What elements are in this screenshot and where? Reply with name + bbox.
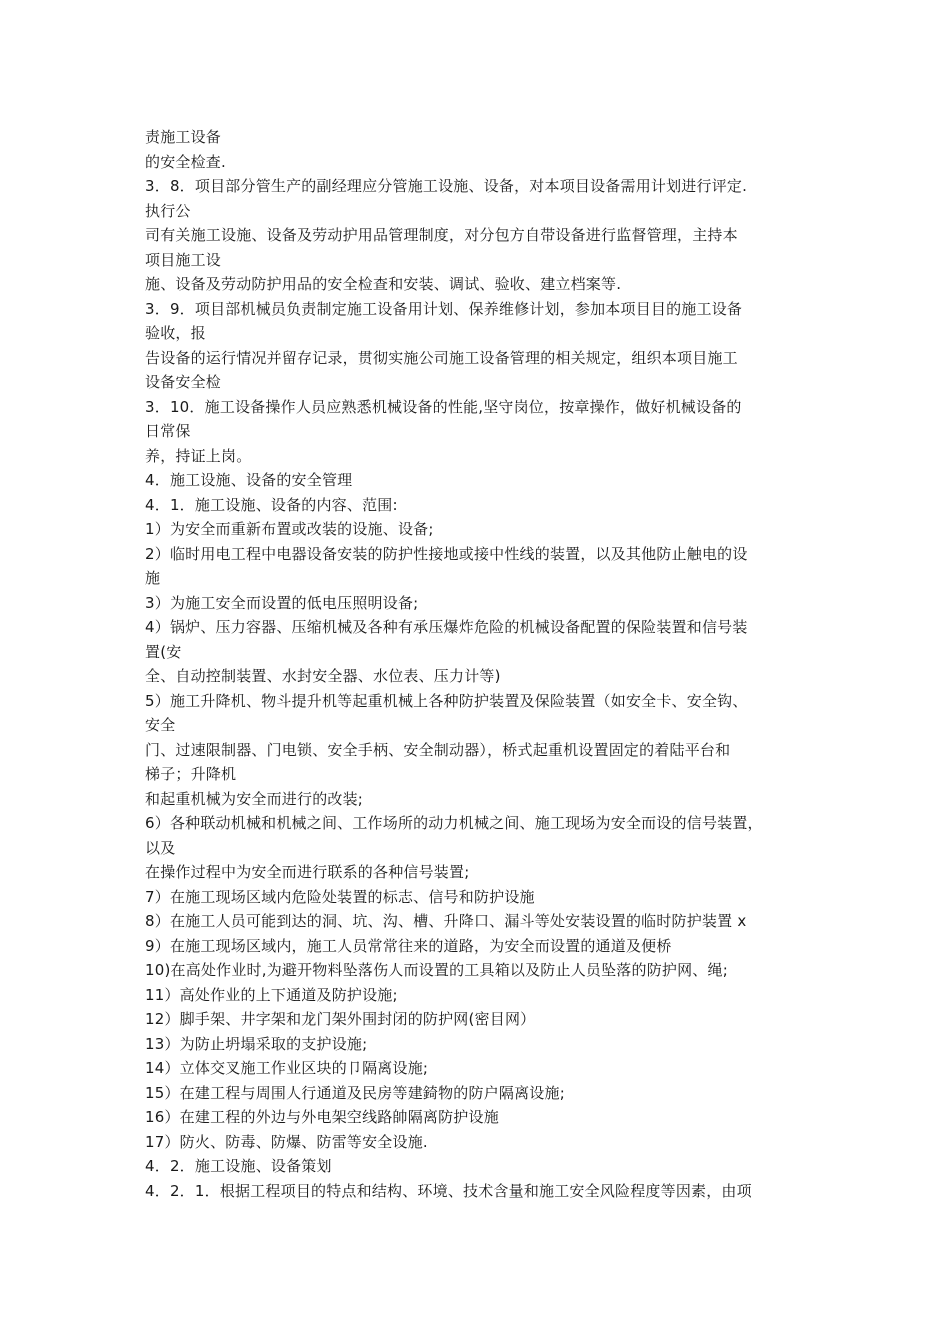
- list-item: 2）临时用电工程中电器设备安装的防护性接地或接中性线的装置，以及其他防止触电的设: [145, 544, 748, 563]
- text-line: 4．1．施工设施、设备的内容、范围:: [145, 495, 398, 514]
- text-line: 安全: [145, 716, 176, 734]
- text-line: 项目施工设: [145, 250, 222, 269]
- text-line: 日常保: [145, 422, 191, 440]
- list-item: 6）各种联动机械和机械之间、工作场所的动力机械之间、施工现场为安全而设的信号装置，: [145, 814, 763, 832]
- section-heading: 4．2．施工设施、设备策划: [145, 1157, 332, 1175]
- list-item: 16）在建工程的外边与外电架空线路帥隔离防护设施: [145, 1108, 499, 1126]
- text-line: 门、过速限制器、门电锁、安全手柄、安全制动器），桥式起重机设置固定的着陆平台和: [145, 740, 731, 759]
- text-line: 3．8．项目部分管生产的副经理应分管施工设施、设备，对本项目设备需用计划进行评定.: [145, 177, 748, 195]
- text-line: 的安全检查.: [145, 152, 226, 171]
- text-line: 和起重机械为安全而进行的改装;: [145, 789, 364, 808]
- list-item: 13）为防止坍塌采取的支护设施;: [145, 1034, 368, 1053]
- list-item: 5）施工升降机、物斗提升机等起重机械上各种防护装置及保险装置（如安全卡、安全钩、: [145, 691, 748, 710]
- section-heading: 4．施工设施、设备的安全管理: [145, 471, 353, 489]
- list-item: 9）在施工现场区域内，施工人员常常往来的道路，为安全而设置的通道及便桥: [145, 936, 672, 955]
- list-item: 11）高处作业的上下通道及防护设施;: [145, 985, 398, 1004]
- text-line: 全、自动控制装置、水封安全器、水位表、压力计等): [145, 667, 501, 685]
- list-item: 12）脚手架、井字架和龙门架外围封闭的防护网(密目网）: [145, 1010, 536, 1028]
- text-line: 设备安全检: [145, 373, 222, 391]
- text-line: 验收，报: [145, 324, 206, 342]
- list-item: 17）防火、防毒、防爆、防雷等安全设施.: [145, 1132, 428, 1151]
- text-line: 4．2．1．根据工程项目的特点和结构、环境、技术含量和施工安全风险程度等因素，由项: [145, 1181, 752, 1200]
- text-line: 施: [145, 569, 161, 587]
- list-item: 8）在施工人员可能到达的洞、坑、沟、槽、升降口、漏斗等处安装设置的临时防护装置 x: [145, 912, 747, 930]
- list-item: 1）为安全而重新布置或改装的设施、设备;: [145, 520, 434, 538]
- list-item: 3）为施工安全而设置的低电压照明设备;: [145, 593, 419, 612]
- text-line: 责施工设备: [145, 128, 222, 146]
- list-item: 10)在高处作业时,为避开物料坠落伤人而设置的工具箱以及防止人员坠落的防护网、绳;: [145, 961, 728, 979]
- text-line: 养，持证上岗。: [145, 446, 252, 465]
- list-item: 7）在施工现场区域内危险处装置的标志、信号和防护设施: [145, 887, 535, 906]
- text-line: 告设备的运行情况并留存记录，贯彻实施公司施工设备管理的相关规定，组织本项目施工: [145, 348, 738, 367]
- text-line: 司有关施工设施、设备及劳动护用品管理制度，对分包方自带设备进行监督管理，主持本: [145, 226, 738, 244]
- text-line: 3．9．项目部机械员负责制定施工设备用计划、保养维修计划，参加本项目目的施工设备: [145, 299, 743, 318]
- document-body: [145, 125, 825, 1203]
- text-line: 执行公: [145, 201, 191, 220]
- text-line: 置(安: [145, 642, 182, 661]
- text-line: 3．10．施工设备操作人员应熟悉机械设备的性能,坚守岗位，按章操作，做好机械设备的: [145, 397, 742, 416]
- text-line: 施、设备及劳动防护用品的安全检查和安装、调试、验收、建立档案等.: [145, 275, 622, 293]
- list-item: 14）立体交叉施工作业区块的卩隔离设施;: [145, 1059, 429, 1077]
- list-item: 4）锅炉、压力容器、压缩机械及各种有承压爆炸危险的机械设备配置的保险装置和信号装: [145, 618, 748, 636]
- text-line: 在操作过程中为安全而进行联系的各种信号装置;: [145, 863, 470, 881]
- list-item: 15）在建工程与周围人行通道及民房等建錡物的防户隔离设施;: [145, 1083, 565, 1102]
- text-line: 梯子；升降机: [145, 765, 237, 783]
- text-line: 以及: [145, 838, 176, 857]
